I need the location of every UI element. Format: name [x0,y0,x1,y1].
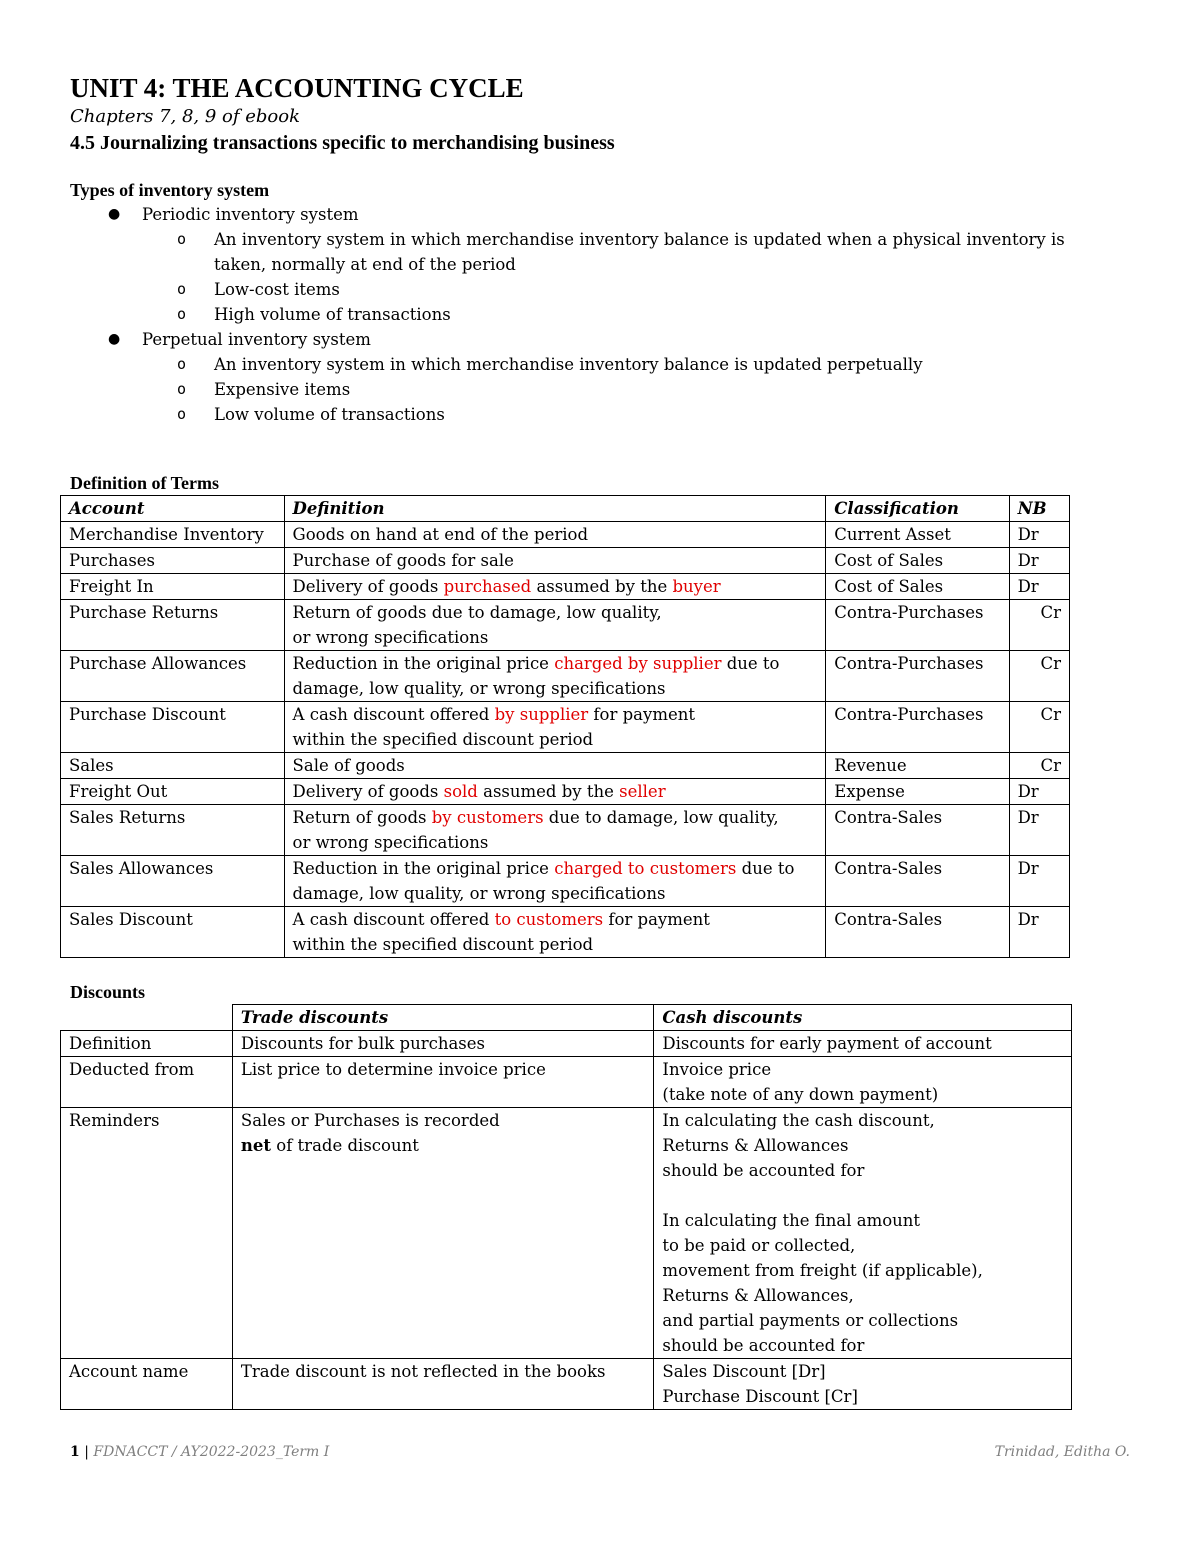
circle-bullet-icon: o [177,280,187,298]
column-header: NB [1009,496,1069,522]
column-header: Trade discounts [232,1005,654,1031]
circle-bullet-icon: o [177,405,187,423]
circle-bullet-icon: o [177,305,187,323]
author-label: Trinidad, Editha O. [994,1444,1130,1460]
list-item: o High volume of transactions [70,302,1130,327]
periodic-sublist [70,227,1130,327]
table-row: Reminders Sales or Purchases is recorded net of trade discount In calculating the cash discount, Returns & Allowances should be accounted for In calculating the final amount to be paid or collected, movement from freight (if applicable), Returns & Allowances, and partial payments or collections should be accounted for [61,1108,1072,1359]
bullet-icon: ● [108,206,121,222]
circle-bullet-icon: o [177,355,187,373]
table-row: Definition Discounts for bulk purchases Discounts for early payment of account [61,1031,1072,1057]
table-row: Freight Out Delivery of goods sold assumed by the seller Expense Dr [61,779,1070,805]
table-row: Deducted from List price to determine invoice price Invoice price (take note of any down payment) [61,1057,1072,1108]
list-item: ● Perpetual inventory system o An inventory system in which merchandise inventory balance is updated perpetually o Expensive items o Low volume of transactions [70,327,1130,427]
list-item: ● Periodic inventory system o An inventory system in which merchandise inventory balance is updated when a physical inventory is taken, normally at end of the period o Low-cost items o High volume of transactions [70,202,1130,327]
page-footer: 1 | FDNACCT / AY2022-2023_Term I Trinidad, Editha O. [70,1444,1130,1460]
column-header: Classification [826,496,1009,522]
terms-heading: Definition of Terms [70,473,220,493]
table-row: Purchase Returns Return of goods due to damage, low quality, or wrong specifications Contra-Purchases Cr [61,600,1070,651]
column-header: Cash discounts [654,1005,1072,1031]
page-number: 1 [70,1444,80,1460]
table-row: Account name Trade discount is not reflected in the books Sales Discount [Dr] Purchase Discount [Cr] [61,1359,1072,1410]
bullet-icon: ● [108,331,121,347]
discounts-table [60,1004,1072,1410]
terms-table [60,495,1070,958]
table-row: Sales Allowances Reduction in the original price charged to customers due to damage, low quality, or wrong specifications Contra-Sales Dr [61,856,1070,907]
table-row: Purchases Purchase of goods for sale Cost of Sales Dr [61,548,1070,574]
column-header: Definition [284,496,826,522]
table-row: Purchase Allowances Reduction in the original price charged by supplier due to damage, low quality, or wrong specifications Contra-Purchases Cr [61,651,1070,702]
table-header-row [61,496,1070,522]
section-heading: 4.5 Journalizing transactions specific to merchandising business [70,132,615,154]
course-label: FDNACCT / AY2022-2023_Term I [93,1444,330,1460]
page-subtitle: Chapters 7, 8, 9 of ebook [70,106,301,127]
table-row: Sales Discount A cash discount offered to customers for payment within the specified discount period Contra-Sales Dr [61,907,1070,958]
table-row: Purchase Discount A cash discount offered by supplier for payment within the specified discount period Contra-Purchases Cr [61,702,1070,753]
circle-bullet-icon: o [177,230,187,248]
table-row: Freight In Delivery of goods purchased assumed by the buyer Cost of Sales Dr [61,574,1070,600]
inventory-heading: Types of inventory system [70,180,270,200]
column-header: Account [61,496,285,522]
circle-bullet-icon: o [177,380,187,398]
document-page [70,72,1130,1410]
list-item: o An inventory system in which merchandise inventory balance is updated when a physical inventory is taken, normally at end of the period [70,227,1130,277]
list-item: o An inventory system in which merchandise inventory balance is updated perpetually [70,352,1130,377]
table-row: Sales Sale of goods Revenue Cr [61,753,1070,779]
list-item: o Expensive items [70,377,1130,402]
table-row: Merchandise Inventory Goods on hand at end of the period Current Asset Dr [61,522,1070,548]
discounts-heading: Discounts [70,982,146,1002]
table-row: Sales Returns Return of goods by customers due to damage, low quality, or wrong specifications Contra-Sales Dr [61,805,1070,856]
page-title: UNIT 4: THE ACCOUNTING CYCLE [70,73,524,103]
list-item: o Low-cost items [70,277,1130,302]
list-item: o Low volume of transactions [70,402,1130,427]
perpetual-sublist [70,352,1130,427]
table-header-row [61,1005,1072,1031]
inventory-list [70,202,1130,427]
